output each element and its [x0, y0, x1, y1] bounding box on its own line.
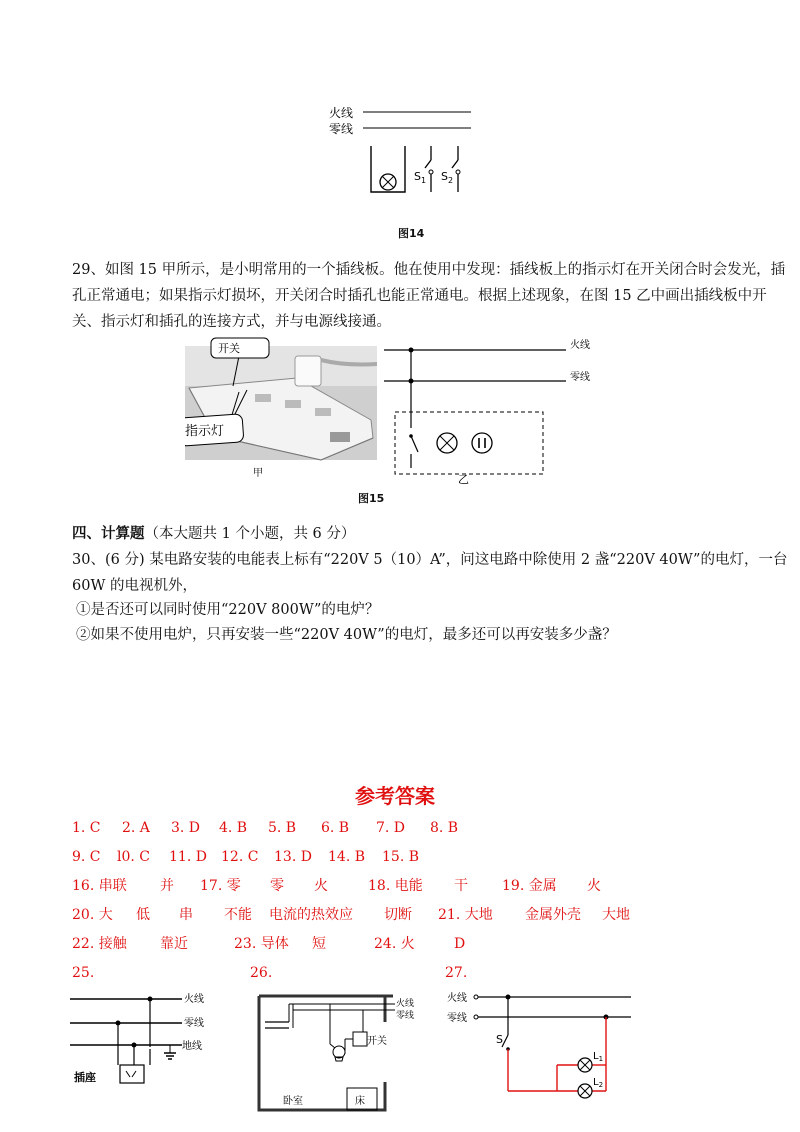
answer-8: 8. B: [430, 820, 459, 836]
fig15-socket-icon: [472, 433, 492, 453]
fig25-socket-icon: [120, 1065, 144, 1083]
fig15-lamp-icon: [437, 433, 457, 453]
figure-15-jia-photo: [185, 336, 377, 482]
fig27-lamp-l2-icon: [578, 1084, 592, 1098]
answer-11: 11. D: [169, 849, 207, 865]
fig14-s1-sub: 1: [420, 176, 427, 185]
q30-sub-2: ②如果不使用电炉，只再安装一些“220V 40W”的电灯，最多还可以再安装多少盏？: [76, 627, 617, 643]
fig14-live-label: 火线: [329, 106, 354, 120]
answer-25-label: 25.: [72, 965, 95, 981]
svg-text:S1: [414, 170, 426, 185]
answer-5: 5. B: [268, 820, 297, 836]
answer-23b: 短: [312, 936, 326, 952]
answer-9: 9. C: [72, 849, 101, 865]
fig27-neutral-label: 零线: [447, 1013, 467, 1024]
answer-13: 13. D: [274, 849, 312, 865]
answers-row-4: [72, 905, 782, 925]
answer-14: 14. B: [328, 849, 366, 865]
answer-22a: 22. 接触: [72, 936, 127, 952]
answer-27-diagram: [445, 985, 635, 1100]
fig26-neutral-label: 零线: [396, 1011, 415, 1021]
answer-10: l0. C: [117, 849, 150, 865]
answer-20d: 不能: [224, 907, 252, 923]
answer-1: 1. C: [72, 820, 101, 836]
fig14-switch-s1-icon: [425, 146, 433, 192]
fig27-l1-sub: 1: [598, 1055, 604, 1063]
answer-20a: 20. 大: [72, 907, 113, 923]
section-4-title: 四、计算题: [72, 525, 145, 542]
answers-row-6: [72, 963, 772, 983]
answer-26-diagram: [255, 992, 430, 1117]
answer-20f: 切断: [384, 907, 412, 923]
answer-27-label: 27.: [445, 965, 468, 981]
answer-20e: 电流的热效应: [269, 907, 353, 923]
answers-row-1: [72, 818, 772, 838]
fig27-live-label: 火线: [447, 993, 467, 1004]
answer-19b: 火: [587, 878, 601, 894]
answer-21b: 金属外壳: [525, 907, 581, 923]
answer-16b: 并: [160, 878, 174, 894]
q30-line-1: 30、(6 分) 某电路安装的电能表上标有“220V 5（10）A”，问这电路中除使用 2 盏“220V 40W”的电灯，一台: [72, 552, 788, 568]
fig25-ground-icon: [164, 1045, 176, 1059]
fig27-switch-icon: [502, 1035, 510, 1051]
answer-24b: D: [454, 936, 466, 952]
section-4-heading: [72, 521, 355, 547]
fig14-neutral-label: 零线: [329, 122, 354, 136]
answers-title: 参考答案: [355, 784, 435, 808]
answer-17c: 火: [314, 878, 328, 894]
fig14-s2-sub: 2: [447, 176, 454, 185]
fig26-room-label: 卧室: [283, 1096, 303, 1107]
fig26-switch-label: 开关: [367, 1036, 387, 1047]
fig26-live-label: 火线: [396, 999, 415, 1009]
figure-14-diagram: [325, 100, 485, 200]
answer-22b: 靠近: [160, 936, 188, 952]
fig15-live-label: 火线: [570, 340, 590, 351]
answer-2: 2. A: [122, 820, 150, 836]
answer-20b: 低: [136, 907, 150, 923]
answer-20c: 串: [179, 907, 193, 923]
fig27-s-label: S: [496, 1033, 503, 1046]
figure-14-caption: 图14: [398, 227, 425, 240]
svg-text:S2: [441, 170, 453, 185]
answer-23a: 23. 导体: [234, 936, 289, 952]
answer-6: 6. B: [321, 820, 350, 836]
fig25-ground-label: 地线: [182, 1041, 202, 1052]
answer-12: 12. C: [221, 849, 259, 865]
fig27-lamp-l1-icon: [578, 1058, 592, 1072]
answer-26-label: 26.: [250, 965, 273, 981]
fig15-indicator-label: 指示灯: [185, 424, 225, 439]
q30-sub-1: ①是否还可以同时使用“220V 800W”的电炉？: [76, 602, 380, 618]
answer-3: 3. D: [171, 820, 201, 836]
fig15-yi-label: 乙: [458, 473, 469, 486]
answer-7: 7. D: [376, 820, 406, 836]
answer-17a: 17. 零: [200, 878, 241, 894]
fig25-live-label: 火线: [184, 994, 204, 1005]
q29-line-3: 关、指示灯和插孔的连接方式，并与电源线接通。: [72, 314, 391, 330]
answer-15: 15. B: [382, 849, 420, 865]
fig27-l1-label: L: [593, 1051, 599, 1062]
fig15-dashed-box: [395, 412, 543, 474]
answer-4: 4. B: [219, 820, 248, 836]
figure-15-caption: 图15: [358, 492, 385, 505]
answer-18a: 18. 电能: [368, 878, 423, 894]
answers-row-2: [72, 847, 772, 867]
fig26-bed-label: 床: [355, 1096, 365, 1107]
section-4-note: （本大题共 1 个小题，共 6 分）: [144, 526, 356, 542]
fig15-switch-label: 开关: [218, 342, 240, 355]
fig15-jia-label: 甲: [253, 468, 263, 479]
answer-21a: 21. 大地: [438, 907, 493, 923]
svg-text:L2: [593, 1077, 603, 1089]
fig15-switch-icon: [409, 434, 418, 468]
answer-25-diagram: [70, 985, 220, 1090]
q29-line-1: 29、如图 15 甲所示，是小明常用的一个插线板。他在使用中发现：插线板上的指示灯在开关闭合时会发光，插: [72, 262, 786, 278]
answer-18b: 干: [454, 878, 468, 894]
answer-17b: 零: [270, 878, 284, 894]
answer-16a: 16. 串联: [72, 878, 127, 894]
fig25-neutral-label: 零线: [184, 1018, 204, 1029]
fig15-neutral-label: 零线: [570, 372, 590, 383]
answer-21c: 大地: [602, 907, 630, 923]
answer-24a: 24. 火: [374, 936, 415, 952]
fig14-switch-s2-icon: [452, 146, 460, 192]
fig14-s1-label: S: [414, 170, 421, 183]
fig27-l2-sub: 2: [598, 1081, 604, 1089]
answers-row-3: [72, 876, 772, 896]
svg-text:L1: [593, 1051, 603, 1063]
q30-line-2: 60W 的电视机外，: [72, 578, 197, 594]
fig26-switch-icon: [353, 1032, 367, 1046]
figure-15-yi-diagram: [380, 336, 605, 486]
fig27-l2-label: L: [593, 1077, 599, 1088]
answers-row-5: [72, 934, 772, 954]
fig25-socket-label: 插座: [74, 1071, 96, 1084]
fig14-s2-label: S: [441, 170, 448, 183]
q29-line-2: 孔正常通电；如果指示灯损坏，开关闭合时插孔也能正常通电。根据上述现象，在图 15 乙中画出插线板中开: [72, 288, 767, 304]
answer-19a: 19. 金属: [502, 878, 557, 894]
